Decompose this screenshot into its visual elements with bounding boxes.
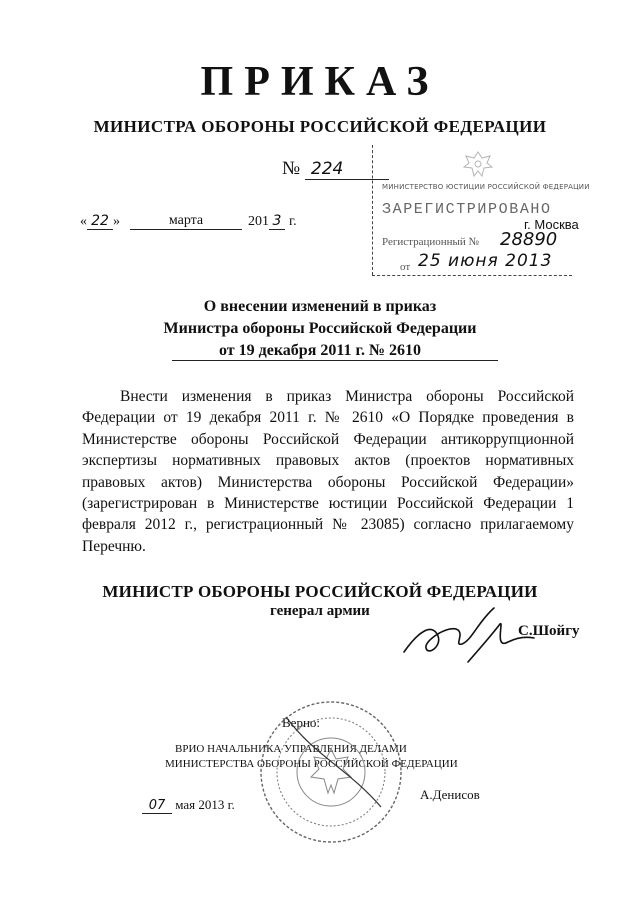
- stamp-from-value: 25 июня 2013: [418, 251, 553, 271]
- date-month: марта: [130, 213, 242, 230]
- stamp-border-left: [372, 145, 373, 275]
- stamp-city: г. Москва: [524, 217, 579, 232]
- signatory-title: МИНИСТР ОБОРОНЫ РОССИЙСКОЙ ФЕДЕРАЦИИ: [102, 582, 538, 601]
- stamp-border-bottom: [372, 275, 572, 276]
- order-body: [82, 386, 574, 557]
- document-subtitle: МИНИСТРА ОБОРОНЫ РОССИЙСКОЙ ФЕДЕРАЦИИ: [93, 117, 547, 136]
- stamp-regnum-value: 28890: [500, 229, 558, 250]
- signatory-name: С.Шойгу: [518, 623, 580, 639]
- verno-label: Верно:: [282, 715, 321, 730]
- heading-line: Министра обороны Российской Федерации: [163, 320, 477, 337]
- stamp-ministry: МИНИСТЕРСТВО ЮСТИЦИИ РОССИЙСКОЙ ФЕДЕРАЦИИ: [382, 183, 590, 191]
- date-year-abbr: г.: [289, 214, 297, 229]
- date-open-quote: «: [80, 214, 87, 229]
- stamp-regnum-label: Регистрационный №: [382, 236, 480, 248]
- certifier-position-2: МИНИСТЕРСТВА ОБОРОНЫ РОССИЙСКОЙ ФЕДЕРАЦИИ: [165, 758, 458, 770]
- date-close-quote: »: [113, 214, 120, 229]
- heading-line: О внесении изменений в приказ: [203, 298, 437, 315]
- certification-day: 07: [142, 798, 172, 814]
- heading-line: от 19 декабря 2011 г. № 2610: [218, 342, 422, 359]
- date-day: 22: [87, 213, 113, 230]
- order-heading: [0, 296, 640, 362]
- stamp-status: ЗАРЕГИСТРИРОВАНО: [382, 201, 552, 218]
- round-seal-icon: [256, 697, 406, 847]
- registration-stamp: [372, 145, 590, 277]
- handwritten-signature: [398, 602, 538, 672]
- heading-rule: [172, 360, 498, 361]
- certifier-position-1: ВРИО НАЧАЛЬНИКА УПРАВЛЕНИЯ ДЕЛАМИ: [175, 743, 407, 755]
- date-year-prefix: 201: [248, 214, 269, 229]
- certification-month-year: мая 2013 г.: [175, 797, 235, 812]
- number-value: 224: [305, 159, 389, 180]
- date-year-suffix: 3: [269, 213, 285, 230]
- eagle-emblem-icon: [460, 149, 496, 179]
- document-title: ПРИКАЗ: [200, 59, 440, 105]
- certification-date: [142, 797, 235, 814]
- certifier-name: А.Денисов: [420, 787, 480, 802]
- number-prefix: №: [282, 158, 301, 179]
- signatory-rank: генерал армии: [270, 603, 370, 619]
- stamp-from-label: от: [400, 261, 411, 273]
- body-paragraph: Внести изменения в приказ Министра обороны Российской Федерации от 19 декабря 2011 г. № 2610 «О Порядке проведения в Министерстве обороны Российской Федерации антикоррупционной экспертизы нормативных правовых актов (проектов нормативных правовых актов) Министерства обороны Российской Федерации» (зарегистрирован в Министерстве юстиции Российской Федерации 1 февраля 2012 г., регистрационный № 23085) согласно прилагаемому Перечню.: [82, 388, 574, 555]
- order-date: [80, 213, 297, 230]
